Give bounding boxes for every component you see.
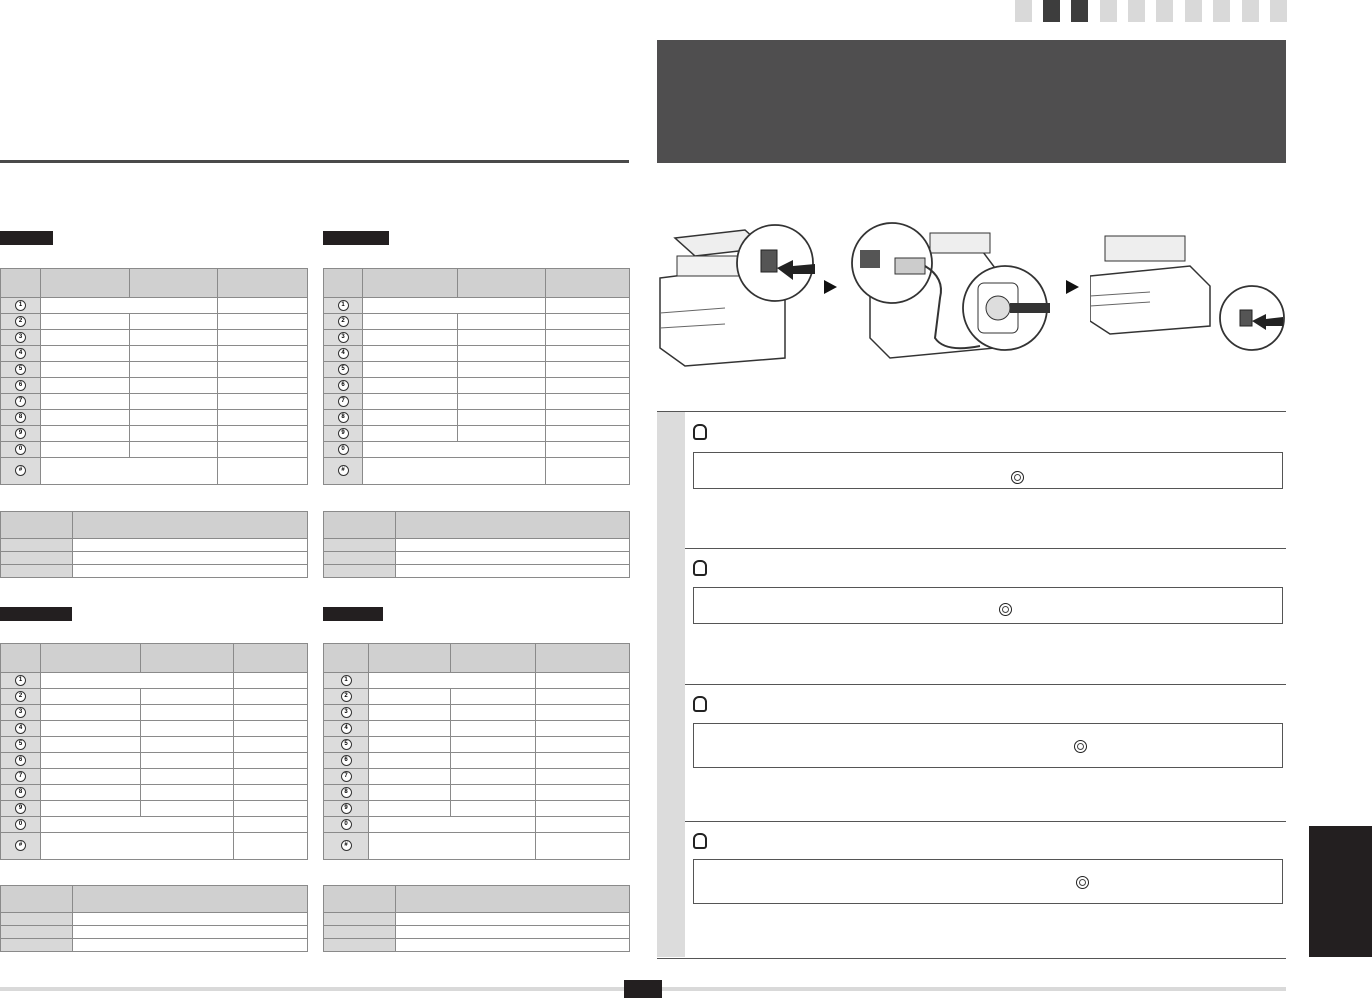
table-cell [41,394,130,410]
section-tabs [1015,0,1287,22]
table-cell [546,378,630,394]
key-cell [324,817,369,833]
key-cell: 0 [1,442,41,458]
table-cell [369,689,451,705]
table-header-cell [73,886,308,913]
circled-number: 0 [338,444,349,455]
table-cell [546,346,630,362]
mode-table-bottom-left [0,885,308,952]
table-cell [546,298,630,314]
section-tab-active [1043,0,1060,22]
table-header-cell [451,644,536,673]
mode-table-top-right [323,511,630,578]
table-cell [324,565,396,578]
table-cell [141,721,234,737]
circled-number: 5 [341,739,352,750]
table-cell [369,833,536,860]
table-cell [536,689,630,705]
step-bullet-icon [693,424,707,440]
table-cell [451,801,536,817]
table-cell [234,721,308,737]
key-cell: 6 [1,378,41,394]
table-cell [130,362,218,378]
table-cell [141,769,234,785]
table-cell [1,926,73,939]
key-cell [1,801,41,817]
table-header-cell [73,512,308,539]
table-cell [546,330,630,346]
circled-number: 4 [338,348,349,359]
table-cell [130,442,218,458]
circled-number: 6 [338,380,349,391]
key-cell: 4 [1,346,41,362]
circled-number: 2 [338,316,349,327]
circled-number: 5 [15,739,26,750]
table-cell [41,673,234,689]
section-tab [1185,0,1202,22]
table-cell [234,801,308,817]
step-sidebar [657,684,685,821]
circled-number: 7 [15,771,26,782]
section-label-tag [323,607,383,621]
step-item [657,821,1286,957]
circled-number: 9 [338,428,349,439]
left-page-title-rule [0,160,629,163]
step-item [657,548,1286,685]
table-cell [218,314,308,330]
key-cell [324,769,369,785]
table-cell [369,817,536,833]
table-cell [73,552,308,565]
table-cell [536,833,630,860]
ok-key-icon [1011,471,1024,484]
table-cell [1,939,73,952]
table-cell [536,673,630,689]
table-header-cell [458,269,546,298]
table-cell [218,362,308,378]
table-cell [41,769,141,785]
circled-number: 4 [15,723,26,734]
circled-number: # [341,840,352,851]
table-cell [41,330,130,346]
table-cell [369,769,451,785]
key-cell [324,298,363,314]
table-cell [218,458,308,485]
table-cell [369,673,536,689]
table-cell [130,346,218,362]
table-cell [363,458,546,485]
table-cell [234,689,308,705]
table-cell [458,394,546,410]
table-cell [234,673,308,689]
key-cell [324,346,363,362]
next-step-arrow [1066,280,1079,294]
table-header-cell [536,644,630,673]
table-cell [41,833,234,860]
table-header-cell [234,644,308,673]
key-cell: 1 [1,298,41,314]
steps-list [657,411,1286,959]
table-cell [73,913,308,926]
table-cell [363,442,546,458]
table-cell [369,785,451,801]
table-cell [1,552,73,565]
table-cell [363,426,458,442]
step-instruction-box [693,452,1283,489]
table-cell [363,362,458,378]
table-cell [141,689,234,705]
table-cell [141,753,234,769]
key-cell: 2 [1,314,41,330]
step-instruction-box [693,859,1283,904]
table-cell [41,378,130,394]
table-cell [130,426,218,442]
table-cell [234,753,308,769]
table-cell [546,442,630,458]
table-cell [141,801,234,817]
key-cell [1,689,41,705]
table-cell [218,426,308,442]
dial-table-bottom-left [0,643,308,860]
circled-number: 1 [15,675,26,686]
key-cell [324,785,369,801]
table-cell [451,769,536,785]
table-header-cell [41,644,141,673]
table-header-cell [396,886,630,913]
section-tab [1015,0,1032,22]
circled-number: 8 [338,412,349,423]
table-cell [218,442,308,458]
key-cell: 7 [1,394,41,410]
table-cell [396,913,630,926]
next-step-arrow [824,280,837,294]
key-cell [324,426,363,442]
step-bullet-icon [693,833,707,849]
table-cell [369,753,451,769]
table-cell [458,314,546,330]
section-tab [1128,0,1145,22]
table-header-cell [218,269,308,298]
table-cell [546,410,630,426]
table-header-cell [324,886,396,913]
key-cell [1,721,41,737]
table-cell [234,785,308,801]
table-cell [41,314,130,330]
table-cell [218,330,308,346]
table-cell [396,565,630,578]
key-cell [1,673,41,689]
table-cell [130,314,218,330]
mode-table-bottom-right [323,885,630,952]
table-cell [369,737,451,753]
table-cell [396,552,630,565]
table-cell [396,539,630,552]
table-cell [73,939,308,952]
key-cell [324,705,369,721]
table-cell [451,705,536,721]
step-bullet-icon [693,696,707,712]
section-tab [1100,0,1117,22]
section-label-tag [323,231,389,245]
table-cell [73,926,308,939]
key-cell: 5 [1,362,41,378]
table-header-cell [546,269,630,298]
key-cell [324,753,369,769]
table-cell [218,298,308,314]
table-cell [218,346,308,362]
dial-table-top-left [0,268,308,485]
table-cell [41,362,130,378]
key-cell [1,785,41,801]
ok-key-icon [999,603,1012,616]
table-cell [536,769,630,785]
table-cell [536,737,630,753]
table-cell [458,362,546,378]
circled-number: 9 [341,803,352,814]
table-cell [41,753,141,769]
mode-table-top-left [0,511,308,578]
table-cell [130,410,218,426]
key-cell [324,689,369,705]
circled-number: 8 [341,787,352,798]
table-header-cell [1,269,41,298]
key-cell [1,769,41,785]
table-cell [458,346,546,362]
key-cell [324,721,369,737]
circled-number: 4 [341,723,352,734]
power-cord-connect-illustration [850,218,1055,368]
table-cell [141,705,234,721]
table-cell [1,913,73,926]
key-cell: # [1,458,41,485]
key-cell [324,394,363,410]
key-cell [324,442,363,458]
key-cell [324,378,363,394]
table-cell [396,926,630,939]
table-cell [41,426,130,442]
table-cell [369,801,451,817]
table-cell [41,298,218,314]
section-tab [1156,0,1173,22]
circled-number: 0 [341,819,352,830]
key-cell [324,314,363,330]
table-cell [536,753,630,769]
table-header-cell [324,644,369,673]
table-cell [41,705,141,721]
table-cell [458,410,546,426]
table-cell [324,539,396,552]
ok-key-icon [1076,876,1089,889]
table-cell [363,410,458,426]
table-cell [41,689,141,705]
table-cell [41,801,141,817]
table-cell [546,362,630,378]
table-cell [451,753,536,769]
right-page-title-banner [657,40,1286,163]
circled-number: 9 [15,803,26,814]
table-cell [363,330,458,346]
key-cell [1,833,41,860]
table-header-cell [1,886,73,913]
table-cell [546,458,630,485]
table-cell [458,426,546,442]
table-header-cell [363,269,458,298]
circled-number: # [338,465,349,476]
section-tab [1213,0,1230,22]
key-cell [1,705,41,721]
table-header-cell [369,644,451,673]
circled-number: 7 [338,396,349,407]
table-cell [41,721,141,737]
table-cell [324,939,396,952]
table-header-cell [324,512,396,539]
table-header-cell [1,644,41,673]
table-cell [141,785,234,801]
table-header-cell [130,269,218,298]
circled-number: 2 [341,691,352,702]
table-cell [396,939,630,952]
key-cell [324,801,369,817]
table-cell [363,346,458,362]
circled-number: 3 [341,707,352,718]
step-sidebar [657,821,685,957]
printer-power-off-illustration [655,218,815,368]
table-cell [218,394,308,410]
circled-number: 8 [15,787,26,798]
circled-number: 0 [15,819,26,830]
key-cell [324,833,369,860]
table-cell [41,737,141,753]
circled-number: 1 [341,675,352,686]
table-cell [451,721,536,737]
table-cell [141,737,234,753]
table-cell [234,737,308,753]
key-cell [324,410,363,426]
key-cell: 9 [1,426,41,442]
table-cell [41,785,141,801]
key-cell [1,753,41,769]
table-cell [1,565,73,578]
table-cell [41,410,130,426]
table-cell [234,769,308,785]
table-cell [234,705,308,721]
table-cell [546,314,630,330]
key-cell [324,458,363,485]
key-cell [1,817,41,833]
section-label-tag [0,231,53,245]
table-cell [41,346,130,362]
circled-number: 1 [338,300,349,311]
circled-number: 7 [341,771,352,782]
key-cell: 8 [1,410,41,426]
table-cell [458,378,546,394]
table-cell [234,833,308,860]
table-cell [363,298,546,314]
circled-number: 5 [338,364,349,375]
circled-number: 6 [15,755,26,766]
table-cell [369,705,451,721]
table-header-cell [324,269,363,298]
key-cell [324,362,363,378]
page-number-tab [624,980,662,998]
chapter-edge-tab [1309,826,1372,957]
table-cell [218,410,308,426]
circled-number: # [15,840,26,851]
table-cell [546,394,630,410]
dial-table-top-right [323,268,630,485]
table-cell [363,394,458,410]
table-cell [536,705,630,721]
table-cell [458,330,546,346]
table-cell [324,552,396,565]
table-cell [536,801,630,817]
table-cell [1,539,73,552]
section-tab-active [1071,0,1088,22]
table-cell [324,913,396,926]
table-cell [218,378,308,394]
table-header-cell [1,512,73,539]
key-cell [1,737,41,753]
circled-number: 3 [338,332,349,343]
key-cell [324,330,363,346]
table-cell [363,378,458,394]
table-cell [451,689,536,705]
printer-power-on-illustration [1090,226,1286,356]
table-cell [130,394,218,410]
key-cell: 3 [1,330,41,346]
section-label-tag [0,607,72,621]
section-tab [1270,0,1287,22]
step-item [657,412,1286,549]
circled-number: 2 [15,691,26,702]
table-cell [536,817,630,833]
step-instruction-box [693,723,1283,768]
table-header-cell [41,269,130,298]
table-cell [41,442,130,458]
table-cell [324,926,396,939]
step-sidebar [657,412,685,548]
step-bullet-icon [693,560,707,576]
step-sidebar [657,548,685,684]
table-cell [73,539,308,552]
table-cell [234,817,308,833]
ok-key-icon [1074,740,1087,753]
table-header-cell [396,512,630,539]
dial-table-bottom-right [323,643,630,860]
step-item [657,684,1286,822]
table-cell [451,737,536,753]
circled-number: 6 [341,755,352,766]
table-cell [546,426,630,442]
table-cell [369,721,451,737]
table-cell [363,314,458,330]
table-cell [73,565,308,578]
table-cell [41,458,218,485]
key-cell [324,673,369,689]
circled-number: 3 [15,707,26,718]
step-instruction-box [693,587,1283,624]
table-cell [130,378,218,394]
section-tab [1242,0,1259,22]
table-header-cell [141,644,234,673]
table-cell [536,785,630,801]
table-cell [41,817,234,833]
table-cell [130,330,218,346]
key-cell [324,737,369,753]
table-cell [451,785,536,801]
table-cell [536,721,630,737]
